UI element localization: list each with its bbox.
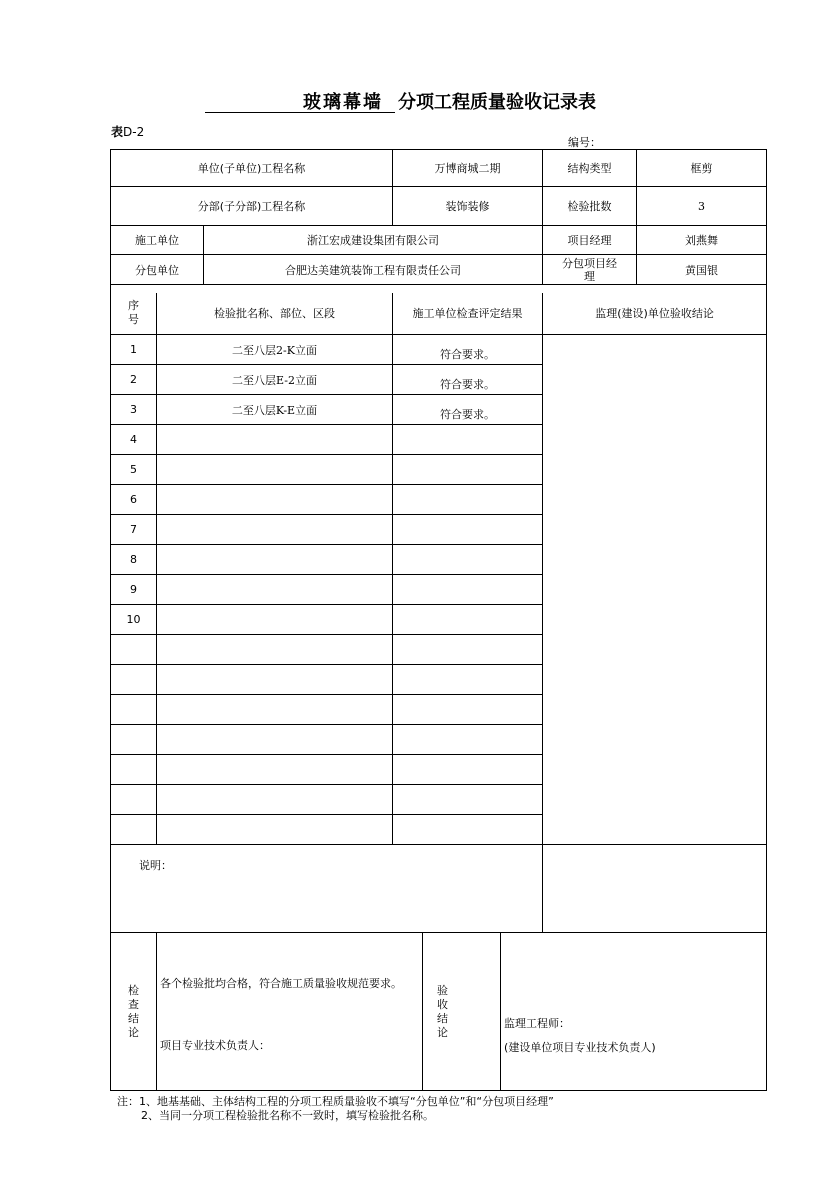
check-conclusion-text: 各个检验批均合格，符合施工质量验收规范要求。	[160, 977, 402, 990]
owner-tech-lead-label: (建设单位项目专业技术负责人)	[504, 1041, 656, 1054]
row-no: 2	[111, 365, 157, 395]
batch-name-cell[interactable]	[157, 605, 393, 635]
check-conclusion-cell[interactable]	[157, 933, 423, 1091]
batch-name-cell[interactable]	[157, 545, 393, 575]
contractor-value[interactable]: 浙江宏成建设集团有限公司	[204, 226, 543, 255]
row-no	[111, 755, 157, 785]
form-number-prefix: 表	[111, 125, 124, 139]
check-conclusion-label: 检查结论	[111, 933, 157, 1091]
row-no	[111, 815, 157, 845]
contractor-result-header: 施工单位检查评定结果	[393, 293, 543, 335]
division-value[interactable]: 装饰装修	[393, 187, 543, 226]
pm-label: 项目经理	[543, 226, 637, 255]
footnote-2: 2、当同一分项工程检验批名称不一致时，填写检验批名称。	[141, 1109, 434, 1122]
subcontractor-label: 分包单位	[111, 255, 204, 285]
supervisor-conclusion-cell[interactable]	[543, 335, 767, 845]
batch-name-cell[interactable]	[157, 815, 393, 845]
title-underline	[205, 112, 395, 113]
supervisor-engineer-label: 监理工程师：	[504, 1017, 571, 1030]
batch-name-cell[interactable]	[157, 485, 393, 515]
check-result-cell[interactable]	[393, 425, 543, 455]
pm-value[interactable]: 刘燕舞	[637, 226, 767, 255]
check-result-cell[interactable]: 符合要求。	[393, 365, 543, 395]
batch-name-cell[interactable]	[157, 665, 393, 695]
row-no	[111, 635, 157, 665]
structure-type-label: 结构类型	[543, 150, 637, 187]
check-result-cell[interactable]	[393, 455, 543, 485]
footnotes	[117, 1095, 554, 1123]
form-title: 分项工程质量验收记录表	[398, 92, 596, 113]
check-result-cell[interactable]	[393, 545, 543, 575]
check-result-cell[interactable]	[393, 755, 543, 785]
structure-type-value[interactable]: 框剪	[637, 150, 767, 187]
supervisor-conclusion-header: 监理(建设)单位验收结论	[543, 293, 767, 335]
remarks-cell[interactable]	[111, 845, 543, 933]
row-no	[111, 665, 157, 695]
row-no	[111, 695, 157, 725]
row-no: 8	[111, 545, 157, 575]
row-no: 1	[111, 335, 157, 365]
form-number-code: D-2	[123, 125, 145, 139]
serial-number-label: 编号：	[568, 136, 601, 149]
remarks-label: 说明：	[139, 859, 172, 872]
row-no	[111, 785, 157, 815]
check-result-cell[interactable]: 符合要求。	[393, 335, 543, 365]
batch-name-cell[interactable]: 二至八层E-2立面	[157, 365, 393, 395]
contractor-label: 施工单位	[111, 226, 204, 255]
batch-name-cell[interactable]	[157, 785, 393, 815]
check-result-cell[interactable]	[393, 815, 543, 845]
row-no	[111, 725, 157, 755]
batch-name-cell[interactable]	[157, 725, 393, 755]
row-no: 7	[111, 515, 157, 545]
document-title	[0, 88, 834, 114]
sub-pm-label: 分包项目经理	[543, 255, 637, 285]
check-result-cell[interactable]	[393, 515, 543, 545]
batch-name-cell[interactable]: 二至八层K-E立面	[157, 395, 393, 425]
check-result-cell[interactable]	[393, 725, 543, 755]
check-result-cell[interactable]: 符合要求。	[393, 395, 543, 425]
subcontractor-value[interactable]: 合肥达美建筑装饰工程有限责任公司	[204, 255, 543, 285]
unit-project-value[interactable]: 万博商城二期	[393, 150, 543, 187]
batch-count-value[interactable]: 3	[637, 187, 767, 226]
record-table	[110, 149, 767, 1091]
row-no: 10	[111, 605, 157, 635]
batch-name-header: 检验批名称、部位、区段	[157, 293, 393, 335]
sub-pm-value[interactable]: 黄国银	[637, 255, 767, 285]
check-result-cell[interactable]	[393, 485, 543, 515]
row-no: 6	[111, 485, 157, 515]
footnote-1: 注：1、地基基础、主体结构工程的分项工程质量验收不填写“分包单位”和“分包项目经理”	[117, 1095, 554, 1108]
batch-name-cell[interactable]: 二至八层2-K立面	[157, 335, 393, 365]
accept-conclusion-cell[interactable]	[501, 933, 767, 1091]
row-no: 9	[111, 575, 157, 605]
check-result-cell[interactable]	[393, 605, 543, 635]
batch-name-cell[interactable]	[157, 755, 393, 785]
seq-header: 序号	[111, 293, 157, 335]
row-no: 4	[111, 425, 157, 455]
form-number	[111, 123, 144, 140]
batch-name-cell[interactable]	[157, 425, 393, 455]
batch-name-cell[interactable]	[157, 695, 393, 725]
batch-name-cell[interactable]	[157, 635, 393, 665]
batch-name-cell[interactable]	[157, 455, 393, 485]
spacer-row	[111, 285, 767, 293]
check-result-cell[interactable]	[393, 635, 543, 665]
unit-project-label: 单位(子单位)工程名称	[111, 150, 393, 187]
accept-conclusion-label: 验收结论	[423, 933, 501, 1091]
check-result-cell[interactable]	[393, 695, 543, 725]
subproject-title: 玻璃幕墙	[303, 92, 383, 113]
batch-name-cell[interactable]	[157, 575, 393, 605]
row-no: 3	[111, 395, 157, 425]
batch-count-label: 检验批数	[543, 187, 637, 226]
remarks-right-cell	[543, 845, 767, 933]
check-result-cell[interactable]	[393, 575, 543, 605]
row-no: 5	[111, 455, 157, 485]
check-result-cell[interactable]	[393, 785, 543, 815]
division-label: 分部(子分部)工程名称	[111, 187, 393, 226]
batch-name-cell[interactable]	[157, 515, 393, 545]
check-result-cell[interactable]	[393, 665, 543, 695]
check-conclusion-signer: 项目专业技术负责人：	[160, 1039, 270, 1052]
